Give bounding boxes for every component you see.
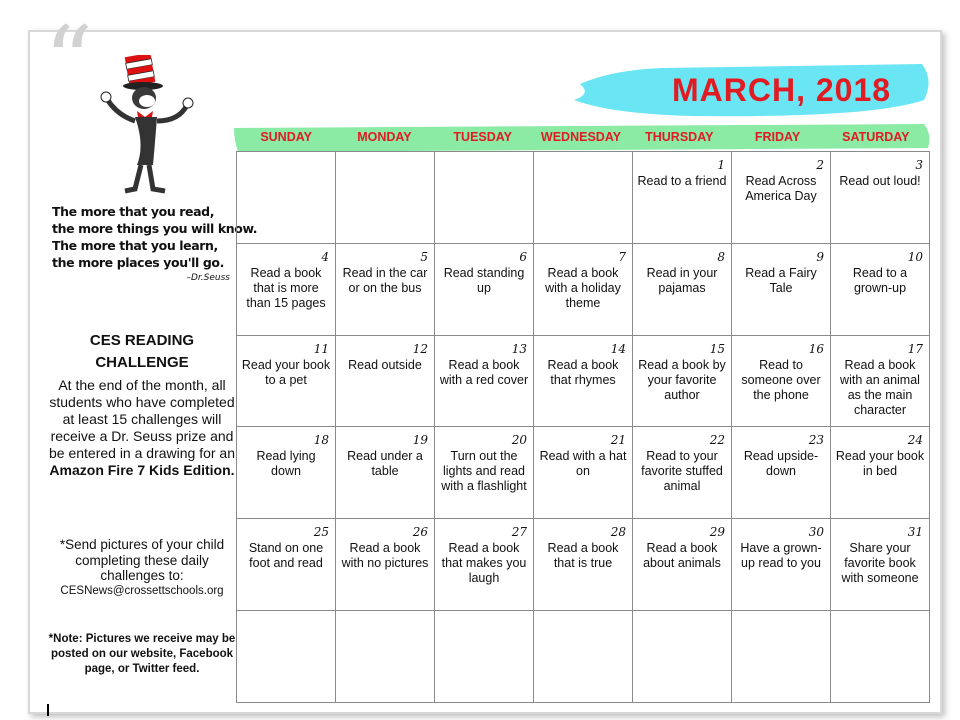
calendar-day-cell <box>534 335 633 427</box>
day-activity: Read a book that is true <box>547 541 619 571</box>
day-number: 2 <box>816 158 824 172</box>
calendar-day-cell <box>831 152 930 244</box>
calendar-day-cell <box>237 335 336 427</box>
day-activity: Read a book that is more than 15 pages <box>246 265 326 310</box>
calendar-day-cell <box>633 152 732 244</box>
calendar-day-cell <box>336 611 435 703</box>
challenge-title-line-2: CHALLENGE <box>95 354 189 371</box>
day-activity: Have a grown-up read to you <box>740 541 822 571</box>
day-activity: Read with a hat on <box>539 449 627 479</box>
quote-line: The more that you learn, <box>52 238 218 253</box>
day-number: 22 <box>709 433 725 448</box>
day-activity: Read to your favorite stuffed animal <box>641 449 723 494</box>
weekday-monday: MONDAY <box>357 130 412 144</box>
day-activity: Read to someone over the phone <box>741 357 821 402</box>
calendar-day-cell <box>237 427 336 519</box>
day-activity: Read your book to a pet <box>241 357 331 387</box>
calendar-day-cell <box>534 519 633 611</box>
photo-note: *Note: Pictures we receive may be posted on our website, Facebook page, or Twitter feed. <box>48 633 236 675</box>
calendar-week-row <box>237 519 930 611</box>
calendar-day-cell <box>633 243 732 335</box>
day-activity: Read a book that makes you laugh <box>441 541 527 586</box>
day-number: 23 <box>808 433 824 448</box>
day-activity: Read a book with an animal as the main character <box>840 357 920 417</box>
day-activity: Read outside <box>348 357 422 372</box>
calendar-week-row <box>237 335 930 427</box>
day-activity: Read to a friend <box>637 174 727 188</box>
day-number: 24 <box>907 433 923 448</box>
page-mark <box>47 704 49 716</box>
day-number: 27 <box>511 525 527 540</box>
calendar-day-cell <box>732 335 831 427</box>
challenge-description: At the end of the month, all students who have completed at least 15 challenges will receive a Dr. Seuss prize and be entered in a drawing for an <box>48 377 235 461</box>
calendar-week-row <box>237 427 930 519</box>
calendar-day-cell <box>534 611 633 703</box>
contact-email: CESNews@crossettschools.org <box>60 584 224 597</box>
calendar-day-cell <box>435 243 534 335</box>
weekday-friday: FRIDAY <box>754 130 801 144</box>
calendar-day-cell <box>534 243 633 335</box>
weekday-header <box>237 124 925 150</box>
quote-mark-decoration: “ <box>44 6 94 118</box>
calendar-day-cell <box>534 427 633 519</box>
day-activity: Read lying down <box>256 449 316 479</box>
day-activity: Read Across America Day <box>745 174 817 203</box>
day-number: 8 <box>717 249 725 264</box>
day-number: 21 <box>610 433 626 448</box>
day-number: 31 <box>907 525 923 540</box>
calendar-day-cell <box>831 243 930 335</box>
day-number: 16 <box>808 341 824 356</box>
calendar-day-cell <box>237 152 336 244</box>
day-activity: Read a book with a holiday theme <box>545 265 621 310</box>
calendar-day-cell <box>732 243 831 335</box>
day-number: 18 <box>313 433 329 448</box>
calendar-day-cell <box>831 335 930 427</box>
day-activity: Read in your pajamas <box>646 265 718 295</box>
weekday-sunday: SUNDAY <box>260 130 312 144</box>
calendar-day-cell <box>732 611 831 703</box>
calendar-day-cell <box>732 519 831 611</box>
day-number: 20 <box>511 433 527 448</box>
day-activity: Read under a table <box>347 449 423 479</box>
calendar-day-cell <box>633 519 732 611</box>
day-number: 4 <box>321 249 329 264</box>
day-activity: Read to a grown-up <box>852 265 908 295</box>
quote-line: the more things you will know. <box>52 221 258 236</box>
day-number: 10 <box>907 249 923 264</box>
quote-line: the more places you'll go. <box>52 255 224 270</box>
day-activity: Read upside-down <box>743 449 819 479</box>
day-activity: Share your favorite book with someone <box>841 541 919 586</box>
day-number: 13 <box>511 341 527 356</box>
day-activity: Read your book in bed <box>835 449 925 479</box>
month-title: MARCH, 2018 <box>672 72 892 108</box>
day-number: 19 <box>412 433 428 448</box>
seuss-quote <box>52 203 258 283</box>
calendar-day-cell <box>336 243 435 335</box>
day-activity: Read a book that rhymes <box>547 357 619 387</box>
day-number: 14 <box>610 341 626 356</box>
weekday-saturday: SATURDAY <box>842 130 910 144</box>
day-number: 25 <box>313 525 329 540</box>
day-number: 29 <box>709 525 725 540</box>
day-number: 6 <box>519 249 527 264</box>
day-activity: Read a book with no pictures <box>341 541 429 571</box>
calendar-grid <box>236 151 930 703</box>
day-activity: Read a book about animals <box>643 541 721 571</box>
day-number: 28 <box>610 525 626 540</box>
calendar-day-cell <box>237 611 336 703</box>
calendar-day-cell <box>633 427 732 519</box>
day-activity: Turn out the lights and read with a flashlight <box>441 449 527 494</box>
calendar-day-cell <box>435 427 534 519</box>
weekday-tuesday: TUESDAY <box>453 130 512 144</box>
calendar-day-cell <box>831 519 930 611</box>
calendar-day-cell <box>435 519 534 611</box>
calendar-day-cell <box>336 519 435 611</box>
calendar-day-cell <box>237 519 336 611</box>
calendar-day-cell <box>534 152 633 244</box>
day-activity: Stand on one foot and read <box>248 541 324 571</box>
day-number: 17 <box>907 341 923 356</box>
calendar-day-cell <box>435 335 534 427</box>
cat-in-the-hat-illustration <box>95 55 205 195</box>
challenge-title-line-1: CES READING <box>89 332 195 349</box>
calendar-day-cell <box>336 427 435 519</box>
day-activity: Read standing up <box>443 265 525 295</box>
day-activity: Read out loud! <box>839 174 921 188</box>
send-pictures-info <box>44 537 240 599</box>
day-activity: Read in the car or on the bus <box>342 265 428 295</box>
day-activity: Read a book with a red cover <box>439 357 529 387</box>
calendar-day-cell <box>237 243 336 335</box>
day-number: 1 <box>717 158 725 172</box>
calendar-day-cell <box>633 335 732 427</box>
day-number: 11 <box>313 341 329 356</box>
calendar-week-row <box>237 152 930 244</box>
calendar-week-row <box>237 611 930 703</box>
calendar-day-cell <box>336 335 435 427</box>
send-pictures-text: *Send pictures of your child completing these daily challenges to: <box>59 537 225 583</box>
calendar-day-cell <box>435 611 534 703</box>
day-number: 12 <box>412 341 428 356</box>
calendar-day-cell <box>732 427 831 519</box>
calendar-day-cell <box>336 152 435 244</box>
weekday-wednesday: WEDNESDAY <box>540 130 622 144</box>
day-activity: Read a Fairy Tale <box>745 265 817 295</box>
day-number: 15 <box>709 341 725 356</box>
calendar-day-cell <box>732 152 831 244</box>
day-number: 26 <box>412 525 428 540</box>
calendar-day-cell <box>633 611 732 703</box>
challenge-body <box>44 377 240 479</box>
calendar-week-row <box>237 243 930 335</box>
challenge-info <box>44 330 240 479</box>
quote-attribution: –Dr.Seuss <box>186 273 230 283</box>
calendar-day-cell <box>831 611 930 703</box>
quote-line: The more that you read, <box>52 204 215 219</box>
day-number: 9 <box>816 249 824 264</box>
day-number: 3 <box>915 158 923 172</box>
day-number: 7 <box>618 249 626 264</box>
day-number: 5 <box>420 249 428 264</box>
challenge-prize: Amazon Fire 7 Kids Edition. <box>49 462 235 478</box>
weekday-thursday: THURSDAY <box>645 130 714 144</box>
day-activity: Read a book by your favorite author <box>638 357 726 402</box>
calendar-day-cell <box>831 427 930 519</box>
calendar-day-cell <box>435 152 534 244</box>
day-number: 30 <box>808 525 824 540</box>
